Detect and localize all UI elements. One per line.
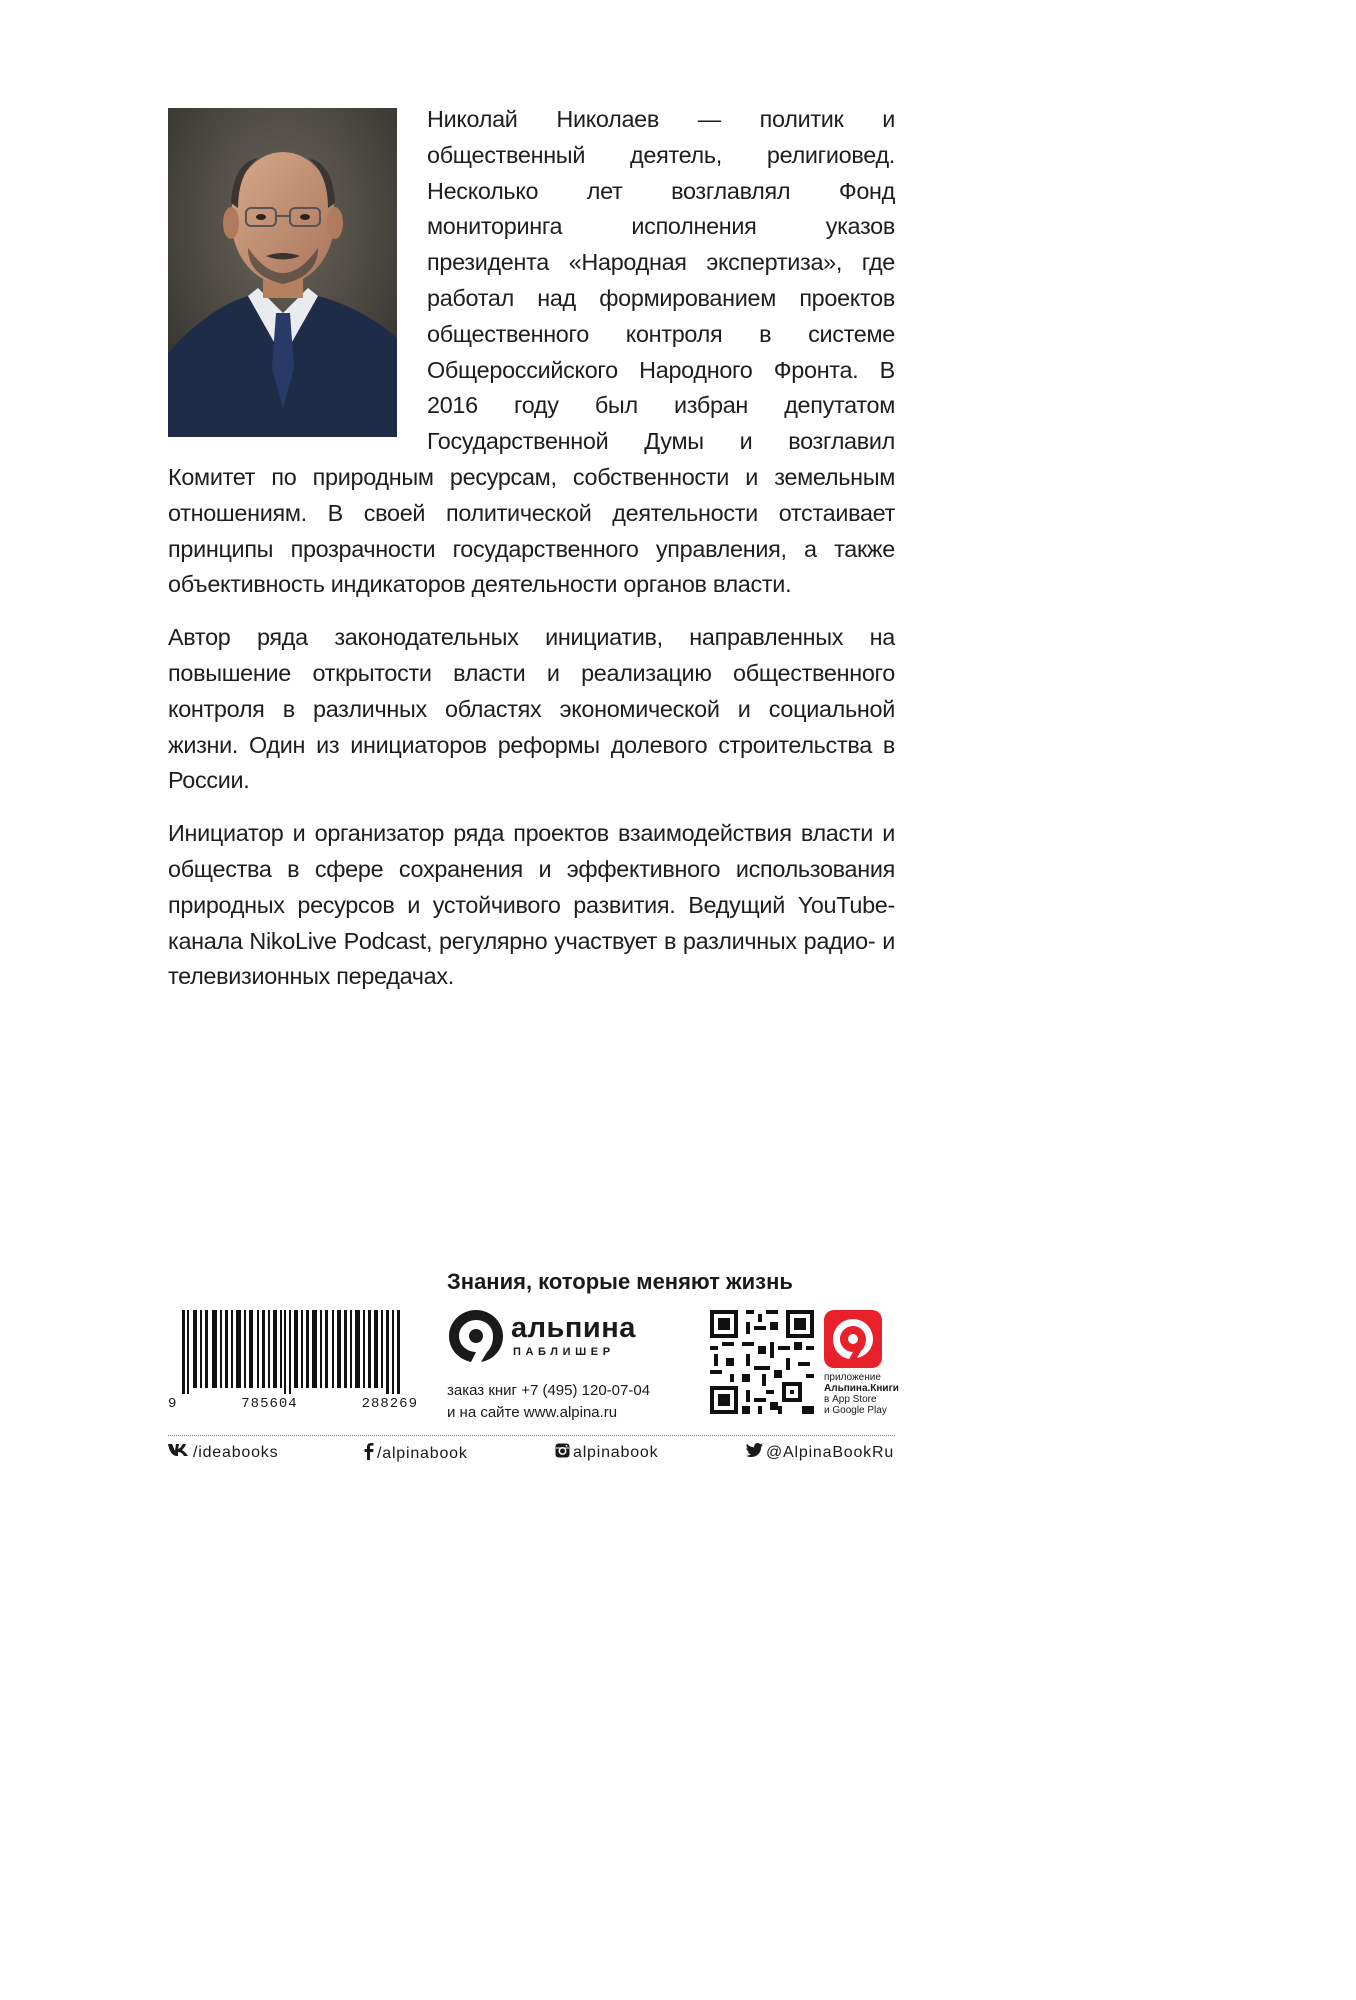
social-twitter[interactable] <box>746 1443 894 1462</box>
order-website: и на сайте www.alpina.ru <box>447 1404 618 1421</box>
app-line-2 <box>824 1383 899 1394</box>
bio-paragraph-3: Инициатор и организатор ряда проектов взаимодействия власти и общества в сфере сохранения и эффективного использования природных ресурсов и устойчивого развития. Ведущий YouTube-канала NikoLive Podcast, регулярно участвует в различных радио- и телевизионных передачах. <box>168 820 895 990</box>
app-line-1: приложение <box>824 1372 881 1383</box>
publisher-name: альпина <box>511 1312 636 1344</box>
barcode-digits-left: 785604 <box>241 1396 298 1412</box>
app-line-3: в App Store <box>824 1394 877 1405</box>
social-twitter-handle: @AlpinaBookRu <box>766 1443 895 1461</box>
order-phone: заказ книг +7 (495) 120-07-04 <box>447 1382 651 1399</box>
photo-spacer <box>168 102 427 453</box>
bio-paragraph-2: Автор ряда законодательных инициатив, направленных на повышение открытости власти и реализацию общественного контроля в различных областях экономической и социальной жизни. Один из инициаторов реформы долевого строительства в России. <box>168 624 895 794</box>
vk-icon <box>168 1443 190 1462</box>
barcode-bars <box>168 1310 418 1394</box>
facebook-icon <box>364 1443 374 1465</box>
barcode-digits <box>168 1396 418 1412</box>
twitter-icon <box>746 1443 763 1462</box>
publisher-subtitle: ПАБЛИШЕР <box>513 1346 615 1358</box>
alpina-app-logo-icon <box>824 1310 882 1368</box>
alpina-logo-icon <box>447 1308 505 1364</box>
social-facebook-handle: /alpinabook <box>377 1445 468 1462</box>
qr-code-icon <box>710 1310 814 1414</box>
barcode-digits-right: 288269 <box>361 1396 418 1412</box>
app-promo-text <box>824 1372 899 1416</box>
qr-code <box>710 1310 814 1414</box>
instagram-icon <box>555 1443 570 1463</box>
social-vk[interactable] <box>168 1443 278 1462</box>
bio-paragraph-1 <box>168 102 895 603</box>
publisher-logo <box>447 1308 647 1368</box>
app-name: Альпина.Книги <box>824 1383 899 1394</box>
order-info <box>447 1380 650 1424</box>
barcode-digit-lead: 9 <box>168 1396 178 1412</box>
app-line-4: и Google Play <box>824 1405 887 1416</box>
author-bio <box>168 102 895 1012</box>
bio-paragraph-1-text: Николай Николаев — политик и общественный деятель, религиовед. Несколько лет возглавлял Фонд мониторинга исполнения указов президента «Народная экспертиза», где работал над формированием проектов общественного контроля в системе Общероссийского Народного Фронта. В 2016 году был избран депутатом Государственной Думы и возглавил Комитет по природным ресурсам, собственности и земельным отношениям. В своей политической деятельности отстаивает принципы прозрачности государственного управления, а также объективность индикаторов деятельности органов власти. <box>168 106 895 598</box>
footer-divider <box>168 1435 895 1436</box>
social-instagram-handle: alpinabook <box>573 1444 659 1461</box>
tagline: Знания, которые меняют жизнь <box>447 1269 793 1294</box>
social-instagram[interactable] <box>555 1443 658 1463</box>
social-facebook[interactable] <box>364 1443 468 1465</box>
isbn-barcode <box>168 1310 418 1418</box>
social-vk-handle: /ideabooks <box>193 1443 279 1461</box>
app-icon[interactable] <box>824 1310 882 1368</box>
